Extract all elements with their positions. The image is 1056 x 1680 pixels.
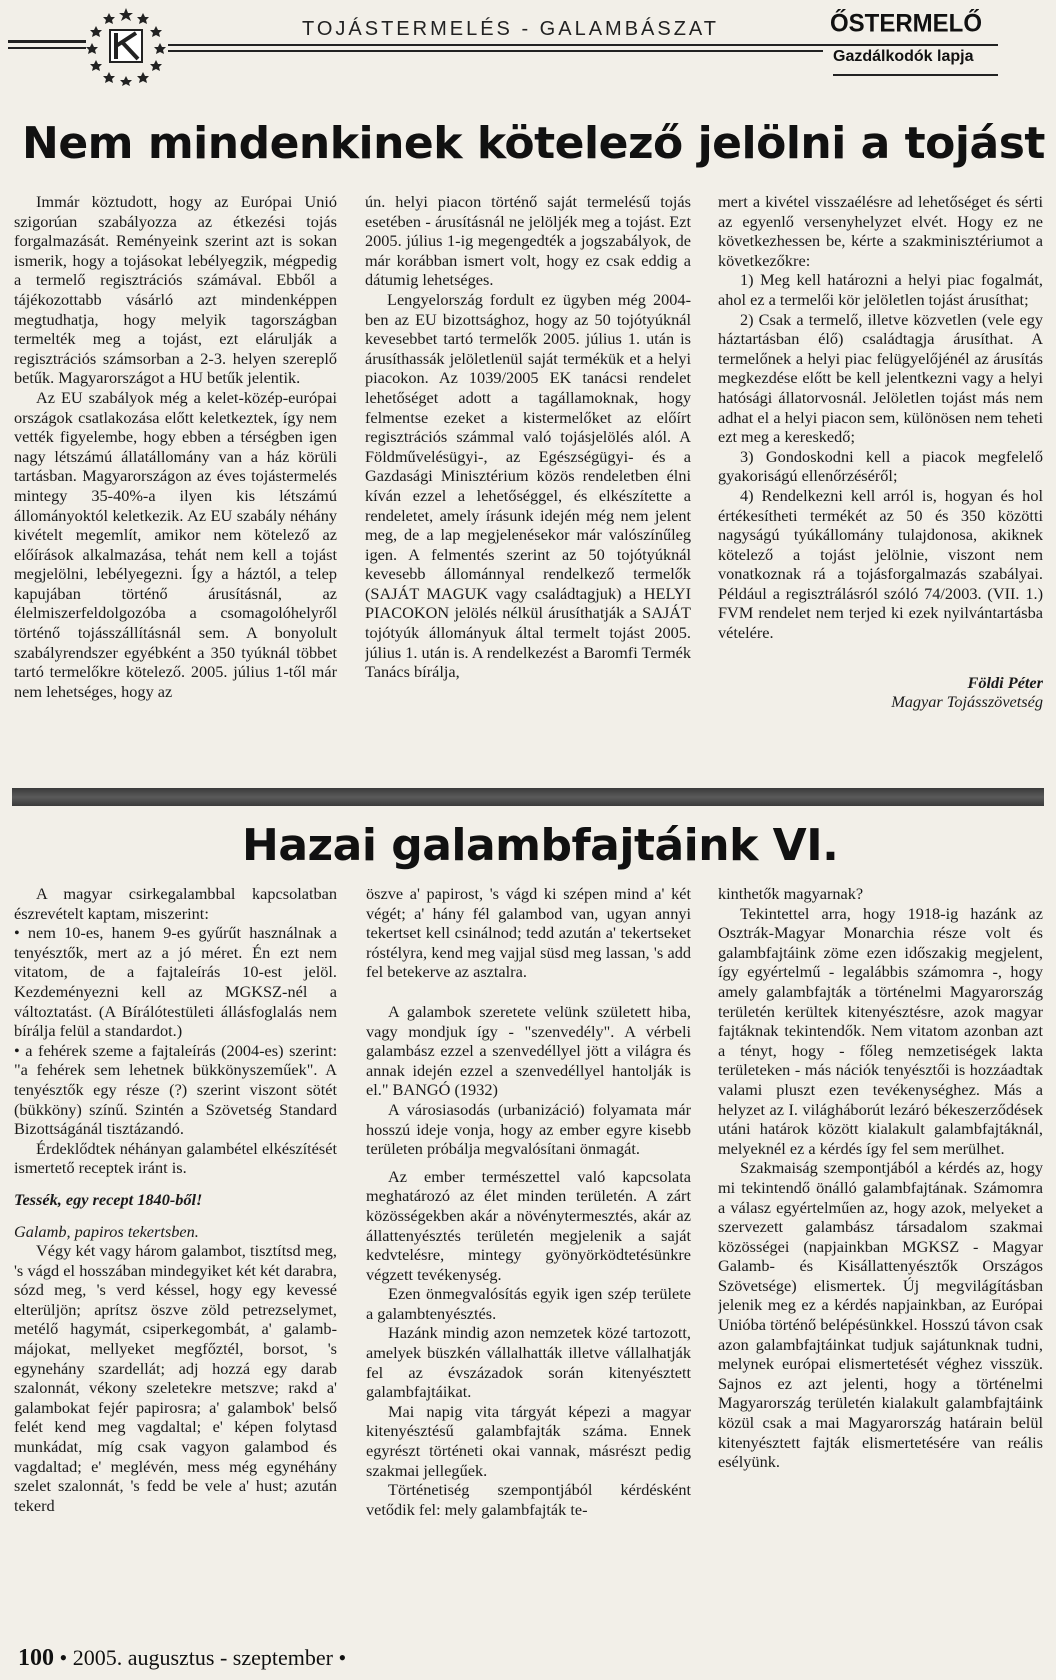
article1-author: Földi Péter	[967, 672, 1043, 692]
header-rule-middle	[168, 44, 998, 46]
spacer	[14, 1210, 337, 1222]
footer-end-mark: •	[338, 1645, 347, 1670]
article2-paragraph: öszve a' papirost, 's vágd ki szépen mind a' két végét; a' hány fél galambod van, ugyan annyi tekertset kell csinálnod; tedd azután a' tekertseket róstélyra, kend meg vajjal süsd meg lassan, 's add fel betekerve az asztalra.	[366, 884, 691, 982]
article1-list-item: 4) Rendelkezni kell arról is, hogyan és hol értékesítheti termékét az 50 és 350 közötti nagyságú tyúkállomány tulajdonosa, akiknek kötelező a tojást jelölnie, viszont nem vonatkoznak rá a tojásforgalmazás szabályai. Például a regisztrálásról szóló 74/2003. (VII. 1.) FVM rendelet nem terjed ki ezek nyilvántartásba vételére.	[718, 485, 1043, 643]
article1-paragraph: ún. helyi piacon történő saját termelésű tojás esetében - árusításnál ne jelöljék meg a tojást. Ezt 2005. július 1-ig megengedték a jogszabályok, de már korábban ismert volt, hogy ez csak eddig a dátumig lehetséges.	[365, 192, 691, 290]
article2-paragraph: Ezen önmegvalósítás egyik igen szép területe a galambtenyésztés.	[366, 1284, 691, 1323]
article2-paragraph: kinthetők magyarnak?	[718, 884, 864, 903]
article2-paragraph: Tekintettel arra, hogy 1918-ig hazánk az Osztrák-Magyar Monarchia része volt és galambfajtáink zöme ezen időszakig megjelent, így egyértelmű - legalábbis számomra -, hogy amely galambfajták a történelmi Magyarország területén kerültek kitenyésztésre, azok magyar fajtáknak tekintendők. Nem vitatom azonban azt a tényt, hogy - főleg nemzetiségek lakta területeken - más nációk tenyésztői is hozzáadtak valami pluszt ezen tevékenységhez. Más a helyzet az I. világháborút lezáró békeszerződések utáni határok között kialakult galambfajtáknál, melyeknél ez a kérdés így fel sem merülhet.	[718, 903, 1043, 1158]
article2-paragraph: Az ember természettel való kapcsolata meghatározó az élet minden területén. A zárt közösségekben akár a növénytermesztés, akár az állattenyésztés területén megjelenik a saját kedvtelésre, mintegy gyönyörködtetésünkre végzett tevékenység.	[366, 1166, 691, 1284]
article1-paragraph: Immár köztudott, hogy az Európai Unió szigorúan szabályozza az étkezési tojás forgalmazását. Reményeink szerint azt is sokan ismerik, hogy a tojásokat lebélyegzik, mégpedig a termelő regisztrációs számával. Ebből a tájékozottabb vásárló azt mindenképpen megtudhatja, hogy melyik tagországban termelték meg a tojást, ezt elárulják a regisztrációs számsorban a 2-3. helyen szereplő betűk. Magyarországot a HU betűk jelentik.	[14, 192, 337, 388]
page-header	[0, 0, 1056, 90]
article2-column-3	[718, 884, 1043, 1634]
article2-paragraph: Hazánk mindig azon nemzetek közé tartozott, amelyek büszkén vállalhatták illetve vállalhatják fel az évszázadok során kitenyésztett galambfajtáikat.	[366, 1323, 691, 1402]
article2-quote: A galambok szeretete velünk született hiba, vagy mondjuk így - "szenvedély". A vérbeli galambász ezzel a szenvedéllyel jött a világra és annak idején ezzel a szenvedéllyel hantolják is el." BANGÓ (1932)	[366, 1001, 691, 1100]
spacer	[14, 1178, 337, 1190]
article2-bullet: • nem 10-es, hanem 9-es gyűrűt használnak a tenyésztők, mert az a jó méret. Én ezt nem vitatom, de a fajtaleírás 10-est jelöl. Kezdeményezni kell az MGKSZ-nél a változtatást. (A Bírálótestületi állásfoglalás nem bírálja felül a standardot.)	[14, 923, 337, 1041]
article1-organization: Magyar Tojásszövetség	[891, 692, 1043, 712]
article2-paragraph: A városiasodás (urbanizáció) folyamata már hosszú ideje vonja, hogy az ember egyre kisebb területen próbálja megvalósítani önmagát.	[366, 1099, 691, 1159]
article2-recipe-title: Galamb, papiros tekertsben.	[14, 1221, 199, 1241]
article1-paragraph: Az EU szabályok még a kelet-közép-európai országok csatlakozása előtt keletkeztek, így nem vették figyelembe, hogy ebben a térségben igen nagy létszámú állatállomány van a ház körüli tartásban. Magyarországon az éves tojástermelés mintegy 35-40%-a ilyen kis létszámú állományoktól keletkezik. Az EU szabály néhány kivételt megemlít, amikor nem kötelező az előírások alkalmazása, tehát nem kell a tojást megjelölni, lebélyegezni. Így a háztól, a telep kapujában történő árusításnál, az élelmiszerfeldolgozóba a csomagolóhelyről történő tojásszállításnál sem. A bonyolult szabályrendszer egyébként a 350 tyúknál többet tartó termelőkre kötelező. 2005. július 1-től már nem lehetséges, hogy az	[14, 387, 337, 701]
article1-paragraph: Lengyelország fordult ez ügyben még 2004-ben az EU bizottsághoz, hogy az 50 tojótyúknál kevesebbet tartó termelők 2005. július 1. után is árusíthassák jelöletlenül saját termékük et a helyi piacokon. Az 1039/2005 EK tanácsi rendelet lehetőséget adott a tagállamoknak, hogy felmentse ezeket a kistermelőket az előírt regisztrációs számmal való tojásjelölés alól. A Földművelésügyi-, az Egészségügyi- és a Gazdasági Minisztérium közös rendeletben élni kíván ezzel a lehetőséggel, és elkészítette a rendeletet, amely írásunk idején még nem jelent meg, de a lap megjelenésekor már valószínűleg igen. A felmentés szerint az 50 tojótyúknál kevesebb állománnyal rendelkező termelők (SAJÁT MAGUK vagy családtagjuk) a HELYI PIACOKON jelölés nélkül árusíthatják a SAJÁT tojótyúk állományuk által termelt tojást 2005. július 1. után is. A rendelkezést a Baromfi Termék Tanács bírálja,	[365, 289, 691, 682]
article2-recipe-heading: Tessék, egy recept 1840-ből!	[14, 1189, 203, 1209]
header-rule-right	[168, 50, 823, 52]
footer-separator: •	[59, 1645, 68, 1670]
issue-date: 2005. augusztus - szeptember	[72, 1645, 333, 1670]
article1-paragraph: mert a kivétel visszaélésre ad lehetőséget és sérti az egyenlő versenyhelyzet elvét. Hogy ez ne következhessen be, kérte a szakminisztériumot a következőkre:	[718, 192, 1043, 270]
page-number: 100	[18, 1645, 54, 1671]
masthead-subtitle: Gazdálkodók lapja	[833, 48, 974, 65]
star-circle-logo-icon	[86, 6, 166, 86]
article2-column-1	[14, 884, 337, 1634]
header-rule-under-masthead	[833, 74, 998, 76]
spacer	[366, 982, 691, 1002]
article1-column-3	[718, 192, 1043, 782]
article2-column-2	[366, 884, 691, 1634]
article2-paragraph: Érdeklődtek néhányan galambétel elkészítését ismertető receptek iránt is.	[14, 1138, 337, 1178]
article2-paragraph: Mai napig vita tárgyát képezi a magyar kitenyésztésű galambfajták száma. Ennek egyrészt történeti okai vannak, másrészt pedig szakmai jellegűek.	[366, 1401, 691, 1480]
article2-bullet: • a fehérek szeme a fajtaleírás (2004-es) szerint: "a fehérek sem lehetnek bükkönyszeműek". A tenyésztők egy része (?) szerint viszont sötét (bükköny) színű. Szintén a Szövetség Standard Bizottságánál tisztázandó.	[14, 1040, 337, 1139]
article2-recipe-text: Végy két vagy három galambot, tisztítsd meg, 's vágd el hosszában mindegyiket két két darabra, sózd meg, 's verd késsel, hogy egy kevessé elterüljön; aprítsz öszve zöld petrezselymet, metélő hagymát, csiperkegombát, a' galamb-májokat, mellyeket megfőztél, borsot, 's egynehány szardellát; adj hozzá egy darab szalonnát, vékony szeletekre metszve; rakd a' galambokat fejér papirosra; a' galambok' belső felét kend meg vagdaltal; e' képen folytasd munkádat, míg csak vagyon galambod és vagdaltad; e' meglévén, mess még egynéhány szelet szalonnát, 's fedd be vele a' hust; azután tekerd	[14, 1241, 337, 1515]
header-rule-left	[8, 40, 86, 43]
article1-column-2	[365, 192, 691, 782]
article-divider-bar	[12, 788, 1044, 806]
article1-headline: Nem mindenkinek kötelező jelölni a tojást	[22, 118, 1045, 169]
article2-paragraph: Szakmaiság szempontjából a kérdés az, hogy mi tekintendő önálló galambfajtának. Számomra a válasz egyértelműen az, hogy azok, melyeket a szervezett galambász társadalom szakmai közösségei (napjainkban MGKSZ - Magyar Galamb- és Kisállattenyésztők Országos Szövetsége) elismertek. Új megvilágításban jelenik meg ez a kérdés napjainkban, az Európai Unióba történő belépésünkkel. Hosszú távon csak azon galambfajtáinkat tudjuk sajátunknak tudni, melynek európai elismertetését véghez visszük. Sajnos ez azt jelenti, hogy a történelmi Magyarország területén kialakult galambfajtáink közül csak a mai Magyarország határain belül kitenyésztett fajták elismertetésére van reális esélyünk.	[718, 1158, 1043, 1472]
spacer	[366, 1159, 691, 1167]
header-rule-left-2	[8, 47, 86, 49]
article1-list-item: 2) Csak a termelő, illetve közvetlen (vele egy háztartásban élő) családtagja árusíthat. A termelőnek a helyi piac felügyelőjénél az árusítás megkezdése előtt be kell jelentkezni vagy a helyi hatósági állatorvosnál. Jelöletlen tojást más nem adhat el a helyi piacon sem, különösen nem teheti ezt meg a kereskedő;	[718, 309, 1043, 447]
page-footer	[18, 1645, 346, 1672]
article1-list-item: 1) Meg kell határozni a helyi piac fogalmát, ahol ez a termelői kör jelöletlen tojást árusíthat;	[718, 270, 1043, 309]
article2-headline: Hazai galambfajtáink VI.	[242, 820, 839, 871]
spacer	[718, 643, 1043, 673]
article1-column-1	[14, 192, 337, 782]
section-title: TOJÁSTERMELÉS - GALAMBÁSZAT	[302, 18, 719, 40]
article2-paragraph: A magyar csirkegalambbal kapcsolatban észrevételt kaptam, miszerint:	[14, 884, 337, 923]
article2-paragraph: Történetiség szempontjából kérdésként vetődik fel: mely galambfajták te-	[366, 1480, 691, 1519]
masthead-title: ŐSTERMELŐ	[830, 9, 983, 38]
article1-list-item: 3) Gondoskodni kell a piacok megfelelő gyakoriságú ellenőrzéséről;	[718, 446, 1043, 486]
